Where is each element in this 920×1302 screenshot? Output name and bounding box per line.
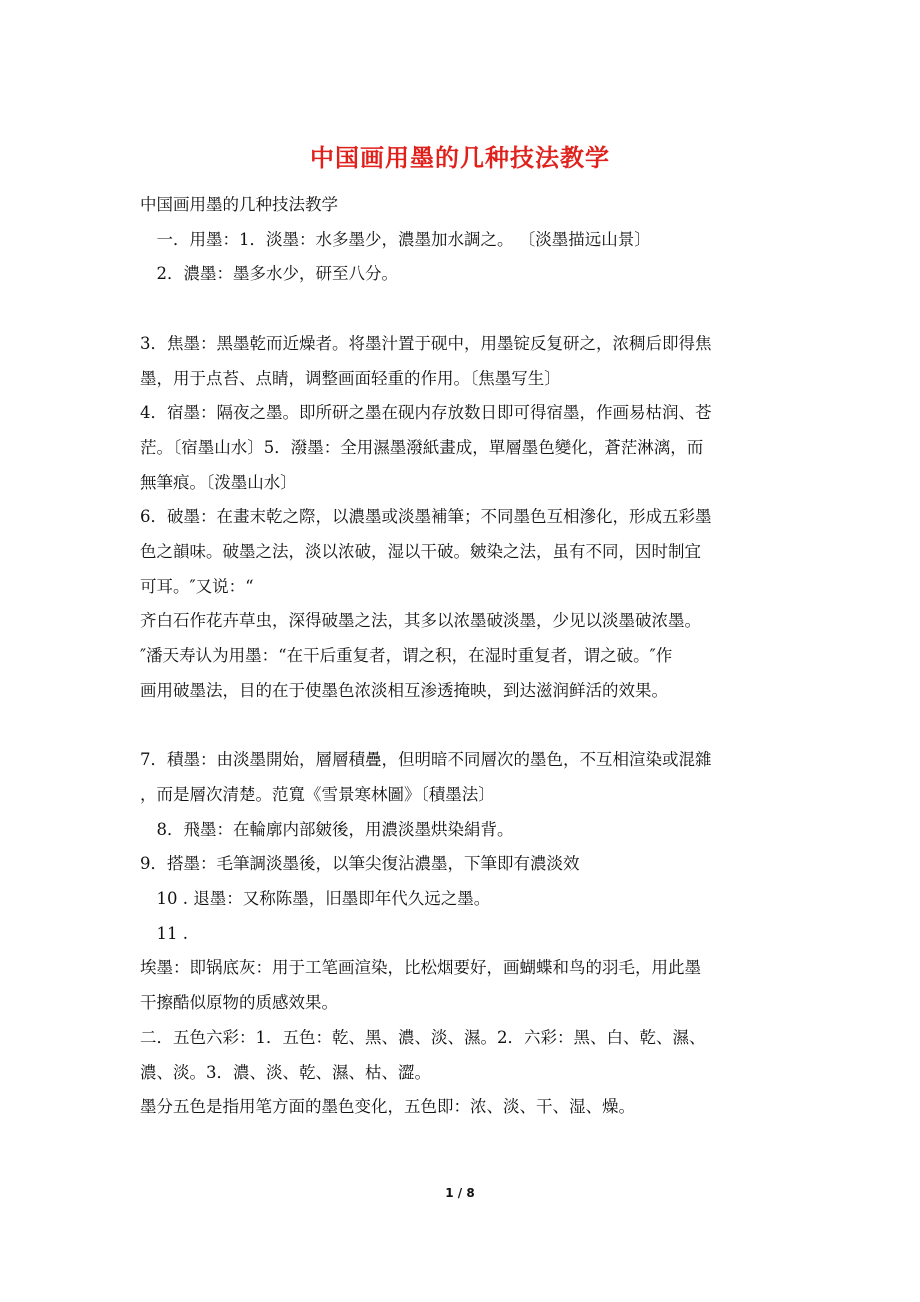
text-line: 7．積墨：由淡墨開始，層層積疊，但明暗不同層次的墨色，不互相渲染或混雜 [140,750,712,770]
text-line: 齐白石作花卉草虫，深得破墨之法，其多以浓墨破淡墨，少见以淡墨破浓墨。 [140,611,701,631]
text-line: 無筆痕。〔泼墨山水〕 [140,472,297,492]
text-line: 11 . [140,923,188,943]
text-line: 8．飛墨：在輪廓内部皴後，用濃淡墨烘染絹背。 [140,819,514,839]
page-number: 1 / 8 [445,1186,475,1200]
text-line: 干擦酷似原物的质感效果。 [140,993,338,1013]
text-line: 6．破墨：在畫末乾之際，以濃墨或淡墨補筆；不同墨色互相滲化，形成五彩墨 [140,507,712,527]
text-line: 画用破墨法，目的在于使墨色浓淡相互渗透掩映，到达滋润鲜活的效果。 [140,680,668,700]
text-line: 4．宿墨：隔夜之墨。即所研之墨在砚内存放数日即可得宿墨，作画易枯润、苍 [140,403,712,423]
text-line: 9．搭墨：毛筆調淡墨後，以筆尖復沾濃墨，下筆即有濃淡效 [140,854,580,874]
blank-line [140,709,780,744]
text-line: 茫。〔宿墨山水〕5．潑墨：全用濕墨潑紙畫成，單層墨色變化，蒼茫淋漓，而 [140,437,704,457]
page-title: 中国画用墨的几种技法教学 [310,143,610,172]
text-line: 3．焦墨：黑墨乾而近燥者。将墨汁置于砚中，用墨锭反复研之，浓稠后即得焦 [140,333,712,353]
text-line: ″潘天寿认为用墨：“在干后重复者，谓之积，在湿时重复者，谓之破。″作 [140,646,673,666]
text-line: 二．五色六彩：1．五色：乾、黑、濃、淡、濕。2．六彩：黑、白、乾、濕、 [140,1027,706,1047]
document-body [140,188,780,1125]
text-line: 一．用墨：1．淡墨：水多墨少，濃墨加水調之。 〔淡墨描远山景〕 [140,229,651,249]
text-line: 埃墨：即锅底灰：用于工笔画渲染，比松烟要好，画蝴蝶和鸟的羽毛，用此墨 [140,958,701,978]
text-line: 墨分五色是指用笔方面的墨色变化，五色即：浓、淡、干、湿、燥。 [140,1097,635,1117]
text-line: ，而是層次清楚。范寬《雪景寒林圖》〔積墨法〕 [140,784,495,804]
text-line: 濃、淡。3．濃、淡、乾、濕、枯、澀。 [140,1062,431,1082]
text-line: 10 . 退墨：又称陈墨，旧墨即年代久远之墨。 [140,889,491,909]
text-line: 墨，用于点苔、点睛，调整画面轻重的作用。〔焦墨写生〕 [140,368,561,388]
text-line: 色之韻味。破墨之法，淡以浓破，湿以干破。皴染之法，虽有不同，因时制宜 [140,542,701,562]
blank-line [140,292,780,327]
subtitle-line: 中国画用墨的几种技法教学 [140,195,338,214]
text-line: 可耳。″又说：“ [140,576,254,596]
text-line: 2．濃墨：墨多水少，研至八分。 [140,264,398,284]
